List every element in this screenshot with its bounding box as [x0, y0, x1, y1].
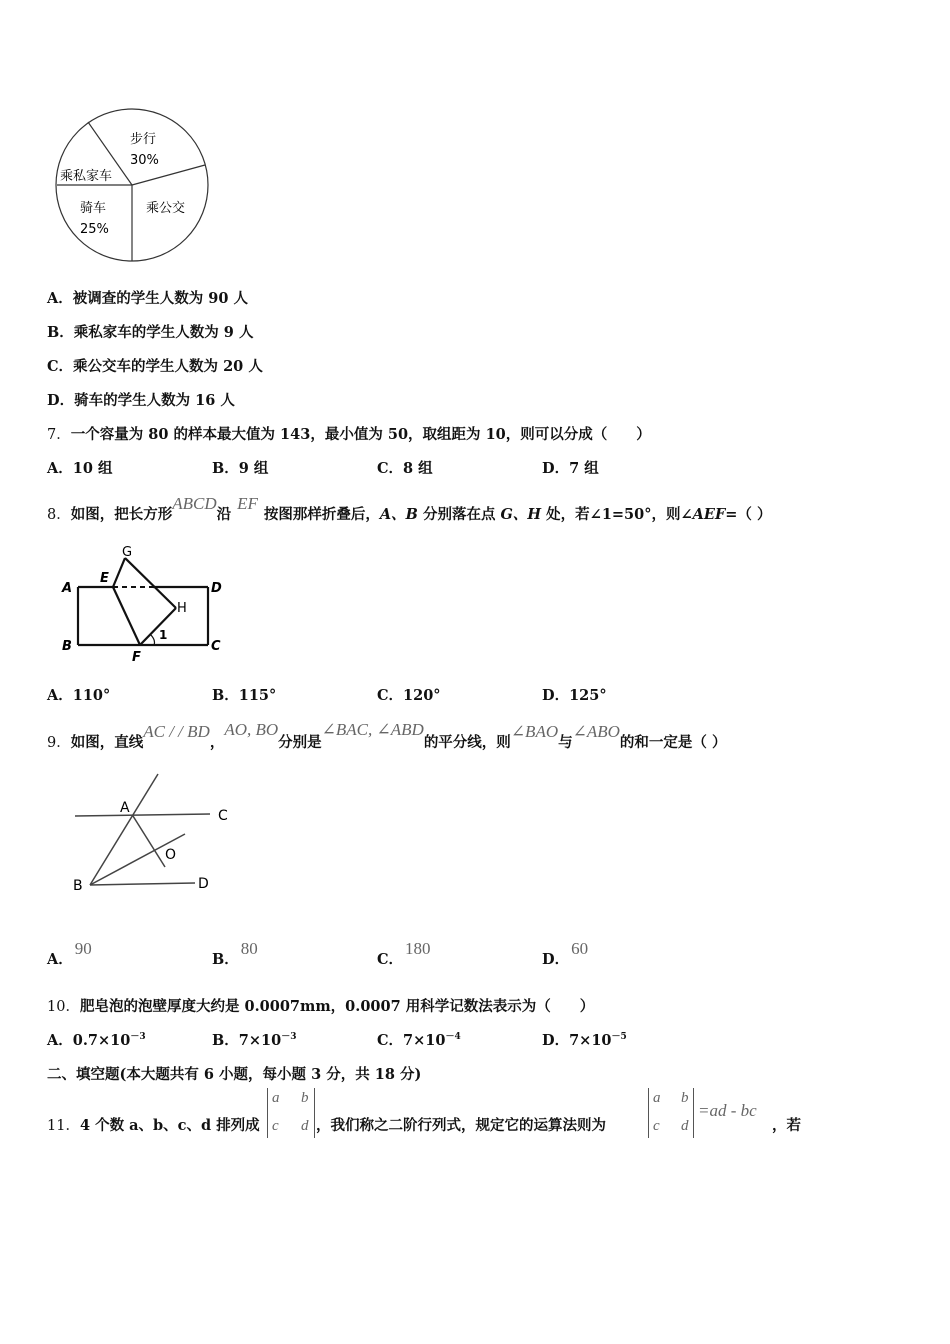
pie-divider-bus [132, 165, 205, 185]
label-e: E [100, 571, 109, 586]
q9-option-c-value: 180 [405, 939, 431, 958]
q9-option-a-letter: A． [47, 951, 73, 968]
label-b: B [62, 639, 72, 654]
q8-math-ef: EF [237, 494, 258, 513]
angle-1-arc [150, 634, 155, 645]
q8-fold-figure [58, 540, 233, 665]
q9-option-b-value: 80 [240, 939, 258, 958]
q9-option-a [47, 939, 92, 969]
pie-label-car: 乘私家车 [60, 169, 113, 184]
pie-label-walk-pct: 30% [130, 153, 159, 168]
q9-math-angles: ∠BAC, ∠ABD [321, 720, 424, 739]
q7-text: 一个容量为 80 的样本最大值为 143，最小值为 50，取组距为 10，则可以分成（ ） [70, 426, 651, 443]
q8-text-9: =（ ） [725, 506, 772, 523]
q7-option-c: C．8 组 [377, 460, 433, 477]
q10-option-d-exp: －5 [611, 1032, 627, 1043]
q10-option-a-base: A．0.7×10 [47, 1032, 131, 1049]
label-d: D [198, 876, 209, 892]
q11-number: 11． [47, 1118, 80, 1134]
q9-text-5: 的和一定是（ ） [619, 734, 727, 751]
q7-option-a: A．10 组 [47, 460, 113, 477]
q9-option-c [377, 939, 431, 969]
label-o: O [165, 847, 177, 863]
q7-stem [47, 423, 651, 444]
q9-option-d-letter: D． [542, 951, 570, 968]
fold-gh [125, 558, 176, 608]
q8-text-3: 按图那样折叠后， [263, 506, 380, 523]
q11-text-1: 4 个数 a、b、c、d 排列成 [79, 1117, 260, 1134]
q6-option-b: B．乘私家车的学生人数为 9 人 [47, 324, 254, 341]
label-c: C [218, 808, 228, 824]
line-bd [90, 883, 195, 885]
transversal-ab [90, 774, 158, 885]
q8-option-a: A．110° [47, 687, 111, 704]
q9-math-bao: ∠BAO [510, 722, 559, 741]
q6-option-c: C．乘公交车的学生人数为 20 人 [47, 358, 263, 375]
fold-line-ef [113, 587, 140, 645]
q9-math-abo: ∠ABO [572, 722, 620, 741]
q11-formula: =ad - bc [698, 1101, 757, 1120]
label-a: A [120, 800, 130, 816]
q9-comma: ， [209, 734, 225, 751]
label-d: D [211, 581, 222, 596]
q10-option-b-exp: －3 [281, 1032, 297, 1043]
q8-option-d: D．125° [542, 687, 607, 704]
q9-math-parallel: AC / / BD [143, 722, 210, 741]
q9-text-2: 分别是 [278, 734, 322, 751]
q8-text-gh: G、H [500, 506, 542, 523]
q10-text: 肥皂泡的泡壁厚度大约是 0.0007mm，0.0007 用科学记数法表示为（ ） [79, 998, 595, 1015]
pie-label-walk: 步行 [130, 132, 157, 147]
q7-option-b: B．9 组 [212, 460, 269, 477]
q8-stem [47, 494, 772, 524]
q10-option-a-exp: －3 [130, 1032, 146, 1043]
q8-text-aef: AEF [692, 506, 726, 523]
q9-option-a-value: 90 [74, 939, 92, 958]
q10-option-c-base: C．7×10 [377, 1032, 446, 1049]
q7-option-d: D．7 组 [542, 460, 599, 477]
q8-math-abcd: ABCD [172, 494, 217, 513]
det1-a: a [272, 1090, 280, 1106]
q10-option-b-base: B．7×10 [212, 1032, 282, 1049]
q9-stem [47, 720, 727, 752]
q10-option-d-base: D．7×10 [542, 1032, 612, 1049]
q10-number: 10． [47, 999, 80, 1015]
q6-option-a: A．被调查的学生人数为 90 人 [47, 290, 249, 307]
q10-option-b [212, 1029, 296, 1050]
q9-text-4: 与 [558, 734, 573, 751]
q9-option-c-letter: C． [377, 951, 404, 968]
q10-stem [47, 995, 594, 1016]
det2-d: d [681, 1118, 689, 1134]
q7-number: 7． [47, 427, 71, 443]
section-2-title: 二、填空题(本大题共有 6 小题，每小题 3 分，共 18 分) [47, 1066, 422, 1083]
pie-label-bike-pct: 25% [80, 222, 109, 237]
q9-option-d [542, 939, 589, 969]
det1-b: b [301, 1090, 309, 1106]
pie-label-bus: 乘公交 [146, 201, 186, 216]
det2-b: b [681, 1090, 689, 1106]
q9-text-3: 的平分线，则 [423, 734, 511, 751]
q8-text-7: 处，若∠1=50°，则∠ [541, 506, 693, 523]
pie-label-bike: 骑车 [80, 201, 107, 216]
q10-option-c [377, 1029, 461, 1050]
det2-c: c [653, 1118, 660, 1134]
q10-option-c-exp: －4 [445, 1032, 461, 1043]
det1-d: d [301, 1118, 309, 1134]
q8-text-2: 沿 [216, 506, 232, 523]
det2-a: a [653, 1090, 661, 1106]
q11-determinant-2 [648, 1088, 694, 1138]
q6-option-d: D．骑车的学生人数为 16 人 [47, 392, 235, 409]
label-a: A [62, 581, 73, 596]
fold-hf [140, 608, 176, 645]
q9-parallel-figure [70, 772, 240, 897]
label-b: B [73, 878, 83, 894]
fold-eg [113, 558, 125, 587]
label-c: C [211, 639, 221, 654]
label-h: H [177, 601, 187, 616]
q8-text-5: 分别落在点 [417, 506, 501, 523]
label-f: F [132, 650, 141, 665]
det1-c: c [272, 1118, 279, 1134]
q8-number: 8． [47, 507, 71, 523]
q9-option-b-letter: B． [212, 951, 239, 968]
q10-option-a [47, 1029, 146, 1050]
q11-text-2: ，我们称之二阶行列式，规定它的运算法则为 [316, 1117, 606, 1134]
pie-chart-figure [50, 105, 215, 265]
q8-option-c: C．120° [377, 687, 441, 704]
q10-option-d [542, 1029, 627, 1050]
q9-text-1: 如图，直线 [70, 734, 144, 751]
line-ac [75, 814, 210, 816]
q8-text-1: 如图，把长方形 [70, 506, 173, 523]
q9-option-b [212, 939, 258, 969]
q11-number-and-text [47, 1114, 260, 1135]
label-one: 1 [159, 628, 168, 642]
label-g: G [122, 545, 133, 560]
q8-option-b: B．115° [212, 687, 277, 704]
q9-option-d-value: 60 [571, 939, 589, 958]
q9-number: 9． [47, 735, 71, 751]
q11-determinant-1 [267, 1088, 315, 1138]
q8-text-ab: A、B [379, 506, 418, 523]
q11-text-3: ，若 [772, 1117, 801, 1134]
q9-math-ao-bo: AO, BO [224, 720, 279, 739]
